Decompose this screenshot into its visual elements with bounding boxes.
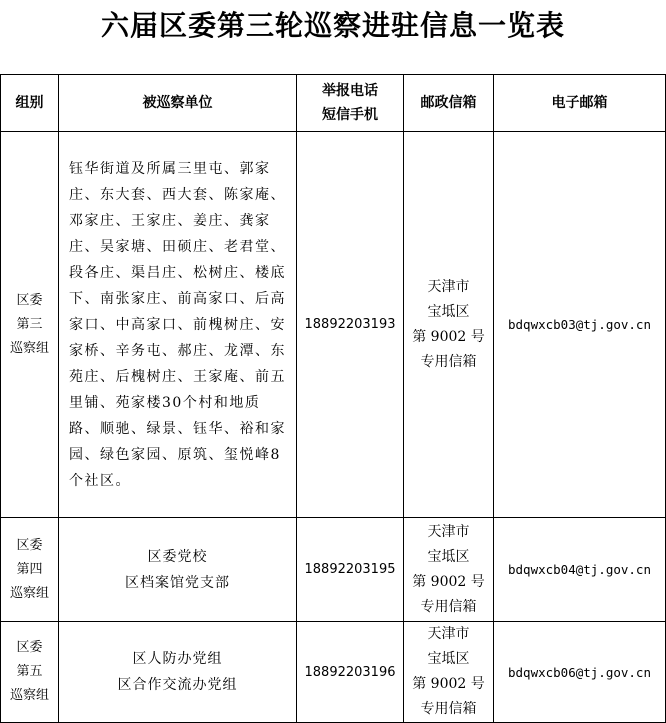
group-cell: [1, 518, 59, 622]
unit-line: 区委党校: [147, 548, 208, 565]
group-cell: [1, 132, 59, 518]
units-text: 钰华街道及所属三里屯、郭家庄、东大套、西大套、陈家庵、邓家庄、王家庄、姜庄、龚家庄、吴家塘、田硕庄、老君堂、段各庄、渠吕庄、松树庄、楼底下、南张家庄、前高家口、后高家口、中高家口、前槐树庄、安家桥、辛务屯、郝庄、龙潭、东苑庄、后槐树庄、王家庵、前五里铺、苑家楼30个村和地质路、顺驰、绿景、钰华、裕和家园、绿色家园、原筑、玺悦峰8个社区。: [69, 160, 286, 489]
postal-line: 第 9002 号: [412, 676, 485, 692]
postal-line: 第 9002 号: [412, 573, 485, 590]
header-units: 被巡察单位: [59, 75, 297, 132]
group-line: 区委: [16, 537, 43, 553]
group-line: 第五: [16, 664, 43, 679]
phone-cell: 18892203195: [297, 518, 404, 622]
unit-line: 区合作交流办党组: [117, 677, 238, 693]
header-row: [1, 75, 666, 132]
email-cell: bdqwxcb06@tj.gov.cn: [494, 622, 666, 723]
postal-line: 宝坻区: [427, 548, 470, 565]
postal-line: 第 9002 号: [412, 328, 485, 345]
phone-cell: 18892203196: [297, 622, 404, 723]
unit-line: 区人防办党组: [132, 651, 223, 667]
table-row: [1, 518, 666, 622]
postal-line: 天津市: [427, 523, 470, 540]
page-title: 六届区委第三轮巡察进驻信息一览表: [100, 9, 565, 42]
email-cell: bdqwxcb03@tj.gov.cn: [494, 132, 666, 518]
group-line: 区委: [16, 640, 43, 655]
table-row: [1, 132, 666, 518]
unit-line: 区档案馆党支部: [125, 574, 230, 591]
group-line: 巡察组: [9, 585, 49, 601]
postal-cell: [404, 622, 494, 723]
group-line: 第四: [16, 561, 43, 577]
postal-line: 天津市: [427, 278, 470, 295]
group-line: 区委: [16, 292, 43, 308]
units-cell: [59, 132, 297, 518]
postal-line: 宝坻区: [427, 303, 470, 320]
header-email: 电子邮箱: [494, 75, 666, 132]
table-row: [1, 622, 666, 723]
group-line: 第三: [16, 316, 43, 332]
phone-cell: 18892203193: [297, 132, 404, 518]
email-cell: bdqwxcb04@tj.gov.cn: [494, 518, 666, 622]
inspection-info-table: [0, 74, 666, 723]
postal-cell: [404, 518, 494, 622]
header-group: 组别: [1, 75, 59, 132]
postal-line: 专用信箱: [420, 701, 477, 717]
postal-line: 宝坻区: [427, 651, 470, 667]
group-cell: [1, 622, 59, 723]
postal-line: 专用信箱: [420, 598, 477, 615]
units-cell: [59, 622, 297, 723]
header-phone-line1: 举报电话: [322, 83, 378, 99]
postal-line: 天津市: [427, 626, 470, 642]
group-line: 巡察组: [9, 688, 49, 703]
header-postal: 邮政信箱: [404, 75, 494, 132]
postal-line: 专用信箱: [420, 353, 477, 370]
header-phone: [297, 75, 404, 132]
postal-cell: [404, 132, 494, 518]
units-cell: [59, 518, 297, 622]
header-phone-line2: 短信手机: [322, 107, 378, 123]
group-line: 巡察组: [9, 340, 49, 356]
